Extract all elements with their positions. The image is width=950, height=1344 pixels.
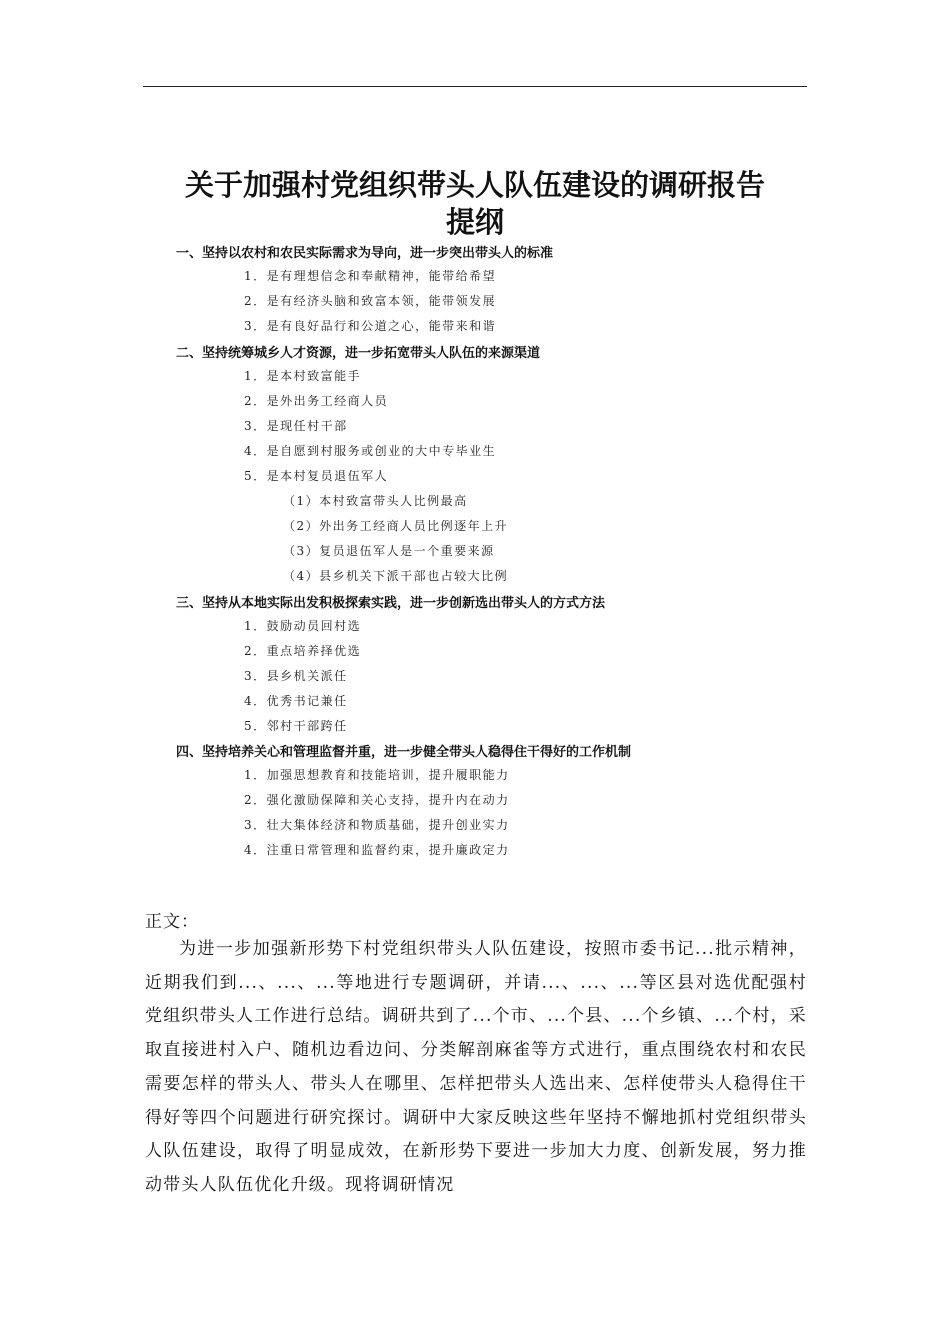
outline-item: 5．是本村复员退伍军人 — [244, 469, 389, 483]
outline-item: 5．邻村干部跨任 — [244, 719, 348, 733]
section-heading: 一、坚持以农村和农民实际需求为导向，进一步突出带头人的标准 — [176, 246, 554, 261]
document-title: 关于加强村党组织带头人队伍建设的调研报告 — [184, 168, 765, 202]
outline-item: 4．注重日常管理和监督约束，提升廉政定力 — [244, 843, 510, 857]
outline-item: 3．壮大集体经济和物质基础，提升创业实力 — [244, 818, 510, 832]
outline-item: 2．是有经济头脑和致富本领，能带领发展 — [244, 294, 497, 308]
section-heading: 三、坚持从本地实际出发积极探索实践，进一步创新选出带头人的方式方法 — [176, 596, 606, 611]
section-heading: 二、坚持统筹城乡人才资源，进一步拓宽带头人队伍的来源渠道 — [176, 346, 541, 361]
outline-item: 3．县乡机关派任 — [244, 669, 348, 683]
outline-item: 2．是外出务工经商人员 — [244, 394, 389, 408]
section-heading: 四、坚持培养关心和管理监督并重，进一步健全带头人稳得住干得好的工作机制 — [176, 745, 632, 760]
outline-item: 2．强化激励保障和关心支持，提升内在动力 — [244, 793, 510, 807]
outline-subitem: （2）外出务工经商人员比例逐年上升 — [283, 519, 509, 533]
outline-subitem: （3）复员退伍军人是一个重要来源 — [283, 544, 495, 558]
outline-item: 4．优秀书记兼任 — [244, 694, 348, 708]
header-rule — [143, 86, 807, 87]
outline-item: 3．是有良好品行和公道之心，能带来和谐 — [244, 319, 497, 333]
document-title-line2: 提纲 — [445, 205, 504, 239]
body-paragraph: 为进一步加强新形势下村党组织带头人队伍建设，按照市委书记...批示精神，近期我们到...、...、...等地进行专题调研，并请...、...、...等区县对选优配强村党组织带头人工作进行总结。调研共到了...个市、...个县、...个乡镇、...个村，采取直接进村入户、随机边看边问、分类解剖麻雀等方式进行，重点围绕农村和农民需要怎样的带头人、带头人在哪里、怎样把带头人选出来、怎样使带头人稳得住干得好等四个问题进行研究探讨。调研中大家反映这些年坚持不懈地抓村党组织带头人队伍建设，取得了明显成效，在新形势下要进一步加大力度、创新发展，努力推动带头人队伍优化升级。现将调研情况 — [145, 939, 807, 1195]
body-label: 正文： — [145, 912, 199, 932]
outline-item: 3．是现任村干部 — [244, 419, 348, 433]
outline-item: 2．重点培养择优选 — [244, 644, 362, 658]
outline-item: 1．是有理想信念和奉献精神，能带给希望 — [244, 269, 497, 283]
outline-subitem: （4）县乡机关下派干部也占较大比例 — [283, 569, 509, 583]
outline-subitem: （1）本村致富带头人比例最高 — [283, 494, 468, 508]
outline-item: 1．是本村致富能手 — [244, 369, 362, 383]
outline-item: 1．鼓励动员回村选 — [244, 619, 362, 633]
outline-item: 1．加强思想教育和技能培训，提升履职能力 — [244, 768, 510, 782]
outline-item: 4．是自愿到村服务或创业的大中专毕业生 — [244, 444, 497, 458]
